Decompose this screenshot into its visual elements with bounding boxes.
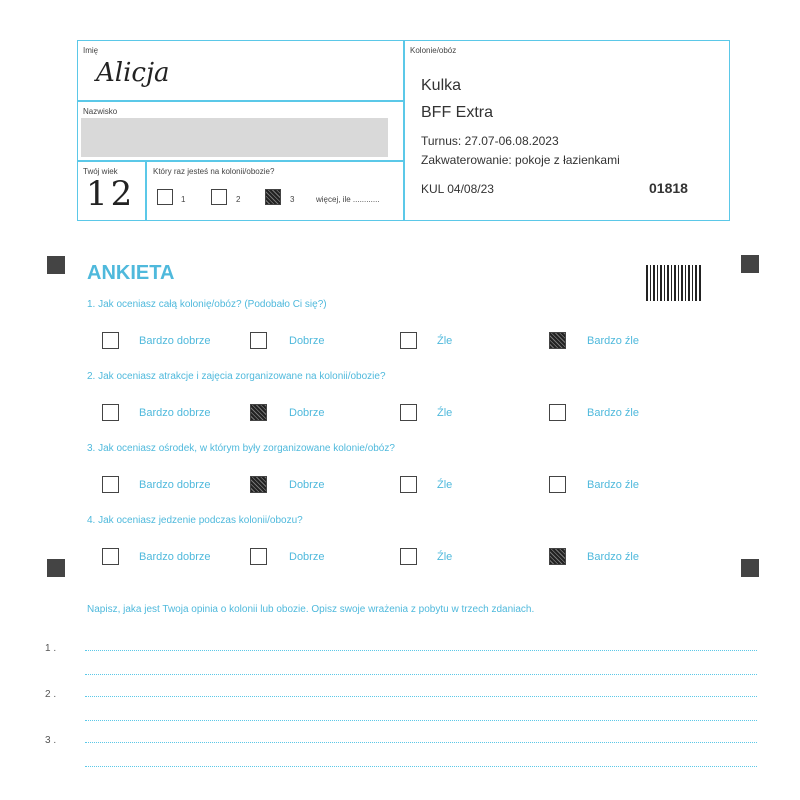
turnus-dates: Turnus: 27.07-06.08.2023 bbox=[421, 134, 559, 148]
question-3-text: 3. Jak oceniasz ośrodek, w którym były zorganizowane kolonie/obóz? bbox=[87, 443, 395, 454]
q2-option-very-bad-checkbox[interactable] bbox=[549, 404, 566, 421]
q3-option-good-label: Dobrze bbox=[289, 479, 325, 491]
q3-option-very-good-checkbox[interactable] bbox=[102, 476, 119, 493]
q1-option-very-good-label: Bardzo dobrze bbox=[139, 335, 211, 347]
opinion-line-1b[interactable] bbox=[85, 674, 757, 675]
q4-option-bad-label: Źle bbox=[437, 551, 453, 563]
last-name-label: Nazwisko bbox=[83, 107, 118, 116]
q4-option-very-good-label: Bardzo dobrze bbox=[139, 551, 211, 563]
q4-option-good-checkbox[interactable] bbox=[250, 548, 267, 565]
first-name-value[interactable]: Alicja bbox=[96, 58, 170, 88]
q2-option-very-bad-label: Bardzo źle bbox=[587, 407, 639, 419]
q2-option-bad-checkbox[interactable] bbox=[400, 404, 417, 421]
q2-option-very-good-label: Bardzo dobrze bbox=[139, 407, 211, 419]
q1-option-bad-checkbox[interactable] bbox=[400, 332, 417, 349]
age-label: Twój wiek bbox=[83, 167, 118, 176]
times-label: Który raz jesteś na kolonii/obozie? bbox=[153, 167, 275, 176]
q4-option-very-bad-label: Bardzo źle bbox=[587, 551, 639, 563]
times-option-1-label: 1 bbox=[181, 195, 186, 204]
q2-option-good-checkbox[interactable] bbox=[250, 404, 267, 421]
question-4-text: 4. Jak oceniasz jedzenie podczas kolonii/obozu? bbox=[87, 515, 303, 526]
opinion-line-3a[interactable] bbox=[85, 742, 757, 743]
q1-option-very-bad-checkbox[interactable] bbox=[549, 332, 566, 349]
q3-option-very-good-label: Bardzo dobrze bbox=[139, 479, 211, 491]
registration-marker-icon bbox=[47, 256, 65, 274]
times-more-label: więcej, ile ............ bbox=[316, 195, 380, 204]
line-number-1: 1 . bbox=[45, 643, 57, 654]
camp-label: Kolonie/obóz bbox=[410, 46, 457, 55]
registration-marker-icon bbox=[47, 559, 65, 577]
survey-title: ANKIETA bbox=[87, 262, 175, 284]
q1-option-very-bad-label: Bardzo źle bbox=[587, 335, 639, 347]
camp-name: Kulka bbox=[421, 77, 462, 94]
q2-option-bad-label: Źle bbox=[437, 407, 453, 419]
question-2-text: 2. Jak oceniasz atrakcje i zajęcia zorganizowane na kolonii/obozie? bbox=[87, 371, 386, 382]
q1-option-bad-label: Źle bbox=[437, 335, 453, 347]
age-value[interactable]: 12 bbox=[86, 174, 136, 214]
q1-option-good-label: Dobrze bbox=[289, 335, 325, 347]
registration-marker-icon bbox=[741, 255, 759, 273]
times-option-3-checkbox[interactable] bbox=[265, 189, 281, 205]
line-number-2: 2 . bbox=[45, 689, 57, 700]
camp-program: BFF Extra bbox=[421, 104, 494, 121]
registration-marker-icon bbox=[741, 559, 759, 577]
q2-option-good-label: Dobrze bbox=[289, 407, 325, 419]
q1-option-very-good-checkbox[interactable] bbox=[102, 332, 119, 349]
accommodation: Zakwaterowanie: pokoje z łazienkami bbox=[421, 153, 620, 167]
q3-option-good-checkbox[interactable] bbox=[250, 476, 267, 493]
q3-option-bad-checkbox[interactable] bbox=[400, 476, 417, 493]
first-name-label: Imię bbox=[83, 46, 99, 55]
times-option-1-checkbox[interactable] bbox=[157, 189, 173, 205]
barcode-icon bbox=[646, 265, 701, 301]
header-row-line bbox=[77, 100, 404, 102]
q1-option-good-checkbox[interactable] bbox=[250, 332, 267, 349]
times-option-2-label: 2 bbox=[236, 195, 241, 204]
form-number: 01818 bbox=[649, 180, 688, 196]
header-col-line bbox=[145, 160, 147, 220]
opinion-prompt: Napisz, jaka jest Twoja opinia o kolonii lub obozie. Opisz swoje wrażenia z pobytu w trzech zdaniach. bbox=[87, 604, 535, 615]
camp-code: KUL 04/08/23 bbox=[421, 182, 494, 196]
header-row-line bbox=[77, 160, 404, 162]
times-option-2-checkbox[interactable] bbox=[211, 189, 227, 205]
times-option-3-label: 3 bbox=[290, 195, 295, 204]
opinion-line-3b[interactable] bbox=[85, 766, 757, 767]
q3-option-very-bad-label: Bardzo źle bbox=[587, 479, 639, 491]
q3-option-bad-label: Źle bbox=[437, 479, 453, 491]
opinion-line-2b[interactable] bbox=[85, 720, 757, 721]
q3-option-very-bad-checkbox[interactable] bbox=[549, 476, 566, 493]
opinion-line-1a[interactable] bbox=[85, 650, 757, 651]
question-1-text: 1. Jak oceniasz całą kolonię/obóz? (Podobało Ci się?) bbox=[87, 299, 327, 310]
last-name-redacted-field bbox=[81, 118, 388, 157]
q4-option-good-label: Dobrze bbox=[289, 551, 325, 563]
q4-option-bad-checkbox[interactable] bbox=[400, 548, 417, 565]
q4-option-very-good-checkbox[interactable] bbox=[102, 548, 119, 565]
opinion-line-2a[interactable] bbox=[85, 696, 757, 697]
q2-option-very-good-checkbox[interactable] bbox=[102, 404, 119, 421]
line-number-3: 3 . bbox=[45, 735, 57, 746]
header-divider bbox=[403, 40, 405, 221]
q4-option-very-bad-checkbox[interactable] bbox=[549, 548, 566, 565]
